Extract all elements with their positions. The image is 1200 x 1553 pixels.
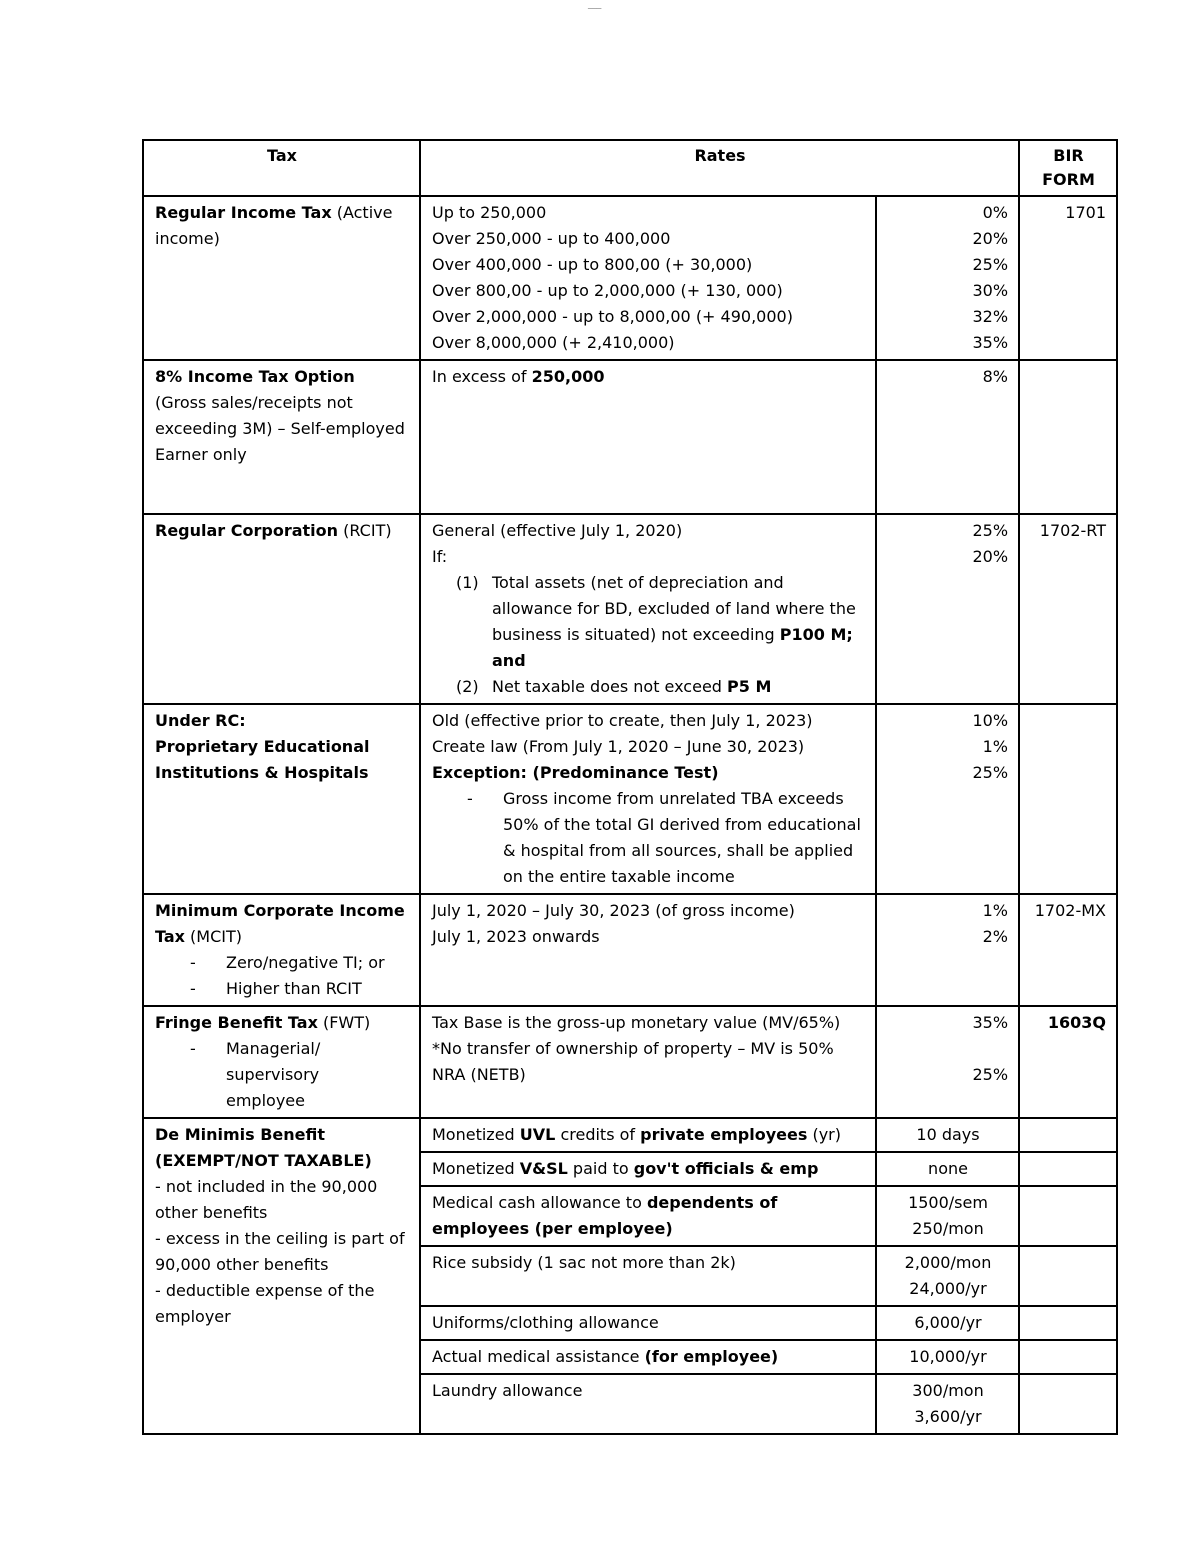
fringe-form: 1603Q <box>1019 1006 1117 1118</box>
fringe-label: Fringe Benefit Tax (FWT) - Managerial/ supervisory employee <box>143 1006 420 1118</box>
bracket-range: Over 8,000,000 (+ 2,410,000) <box>432 333 675 352</box>
corporation-row <box>143 514 1117 704</box>
corporation-rates: General (effective July 1, 2020) If: (1) Total assets (net of depreciation and allowance for BD, excluded of land where the business is situated) not exceeding P100 M; and (2) Net taxable does not exceed P5 M <box>420 514 876 704</box>
regular-income-brackets <box>420 196 876 360</box>
de-minimis-row <box>143 1118 1117 1152</box>
mcit-periods: July 1, 2020 – July 30, 2023 (of gross income) July 1, 2023 onwards <box>420 894 876 1006</box>
regular-income-row <box>143 196 1117 360</box>
corporation-form: 1702-RT <box>1019 514 1117 704</box>
corporation-label: Regular Corporation (RCIT) <box>143 514 420 704</box>
mcit-form: 1702-MX <box>1019 894 1117 1006</box>
de-minimis-form <box>1019 1374 1117 1434</box>
de-minimis-value: 1500/sem 250/mon <box>876 1186 1019 1246</box>
de-minimis-form <box>1019 1246 1117 1306</box>
tax-rates-table <box>142 139 1118 1435</box>
de-minimis-form <box>1019 1306 1117 1340</box>
proprietary-row <box>143 704 1117 894</box>
bracket-range: Up to 250,000 <box>432 203 547 222</box>
de-minimis-item: Rice subsidy (1 sac not more than 2k) <box>420 1246 876 1306</box>
de-minimis-form <box>1019 1340 1117 1374</box>
mcit-label: Minimum Corporate Income Tax (MCIT) - Zero/negative TI; or - Higher than RCIT <box>143 894 420 1006</box>
page-mark: ___ <box>588 0 602 9</box>
header-tax: Tax <box>143 140 420 196</box>
de-minimis-value: none <box>876 1152 1019 1186</box>
eight-percent-form <box>1019 360 1117 514</box>
de-minimis-item: Monetized V&SL paid to gov't officials & emp <box>420 1152 876 1186</box>
proprietary-form <box>1019 704 1117 894</box>
de-minimis-value: 10,000/yr <box>876 1340 1019 1374</box>
de-minimis-item: Actual medical assistance (for employee) <box>420 1340 876 1374</box>
de-minimis-value: 10 days <box>876 1118 1019 1152</box>
mcit-rates: 1% 2% <box>876 894 1019 1006</box>
regular-income-rates: 0% 20% 25% 30% 32% 35% <box>876 196 1019 360</box>
proprietary-rate-values: 10% 1% 25% <box>876 704 1019 894</box>
header-rates: Rates <box>420 140 1019 196</box>
fringe-rates: Tax Base is the gross-up monetary value (MV/65%) *No transfer of ownership of property – MV is 50% NRA (NETB) <box>420 1006 876 1118</box>
de-minimis-form <box>1019 1186 1117 1246</box>
eight-percent-rate-text: In excess of 250,000 <box>420 360 876 514</box>
fringe-row <box>143 1006 1117 1118</box>
eight-percent-label: 8% Income Tax Option (Gross sales/receipts not exceeding 3M) – Self-employed Earner only <box>143 360 420 514</box>
de-minimis-value: 6,000/yr <box>876 1306 1019 1340</box>
bracket-range: Over 250,000 - up to 400,000 <box>432 229 671 248</box>
de-minimis-item: Uniforms/clothing allowance <box>420 1306 876 1340</box>
bracket-range: Over 800,00 - up to 2,000,000 (+ 130, 000) <box>432 281 783 300</box>
de-minimis-form <box>1019 1152 1117 1186</box>
proprietary-label: Under RC: Proprietary Educational Institutions & Hospitals <box>143 704 420 894</box>
de-minimis-item: Medical cash allowance to dependents of employees (per employee) <box>420 1186 876 1246</box>
de-minimis-form <box>1019 1118 1117 1152</box>
header-row <box>143 140 1117 196</box>
de-minimis-item: Monetized UVL credits of private employees (yr) <box>420 1118 876 1152</box>
proprietary-rates: Old (effective prior to create, then July 1, 2023) Create law (From July 1, 2020 – June 30, 2023) Exception: (Predominance Test) - Gross income from unrelated TBA exceeds 50% of the total GI derived from educational & hospital from all sources, shall be applied on the entire taxable income <box>420 704 876 894</box>
de-minimis-value: 300/mon 3,600/yr <box>876 1374 1019 1434</box>
fringe-rate-values: 35% 25% <box>876 1006 1019 1118</box>
bracket-range: Over 2,000,000 - up to 8,000,00 (+ 490,000) <box>432 307 793 326</box>
de-minimis-label: De Minimis Benefit (EXEMPT/NOT TAXABLE) - not included in the 90,000 other benefits - excess in the ceiling is part of 90,000 other benefits - deductible expense of the employer <box>143 1118 420 1434</box>
de-minimis-item: Laundry allowance <box>420 1374 876 1434</box>
header-bir-form: BIR FORM <box>1019 140 1117 196</box>
bracket-range: Over 400,000 - up to 800,00 (+ 30,000) <box>432 255 753 274</box>
eight-percent-row <box>143 360 1117 514</box>
corporation-rate-values: 25% 20% <box>876 514 1019 704</box>
regular-income-form: 1701 <box>1019 196 1117 360</box>
de-minimis-value: 2,000/mon 24,000/yr <box>876 1246 1019 1306</box>
regular-income-label: Regular Income Tax (Active income) <box>143 196 420 360</box>
mcit-row <box>143 894 1117 1006</box>
eight-percent-rate: 8% <box>876 360 1019 514</box>
